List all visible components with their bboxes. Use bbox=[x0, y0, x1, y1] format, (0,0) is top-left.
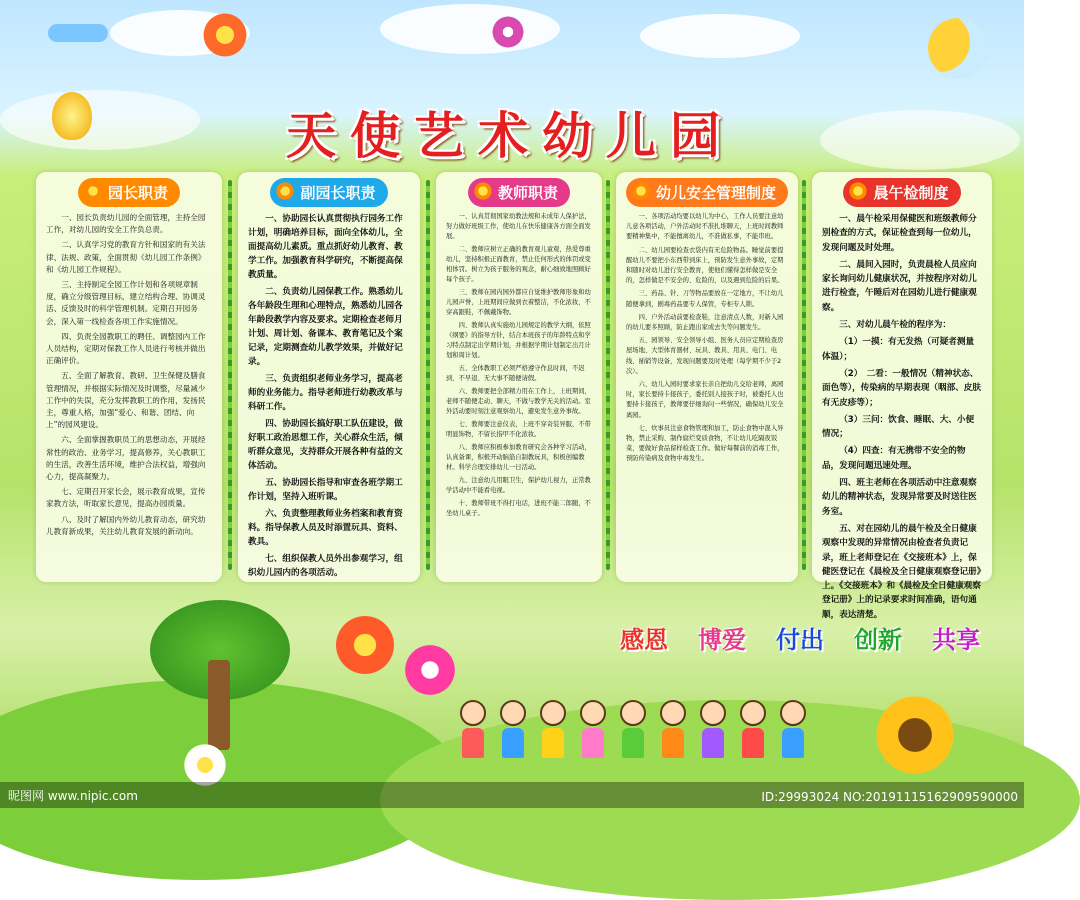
paragraph: （1）一摸：有无发热（可疑者测量体温）； bbox=[822, 337, 975, 362]
vine-divider bbox=[606, 180, 610, 570]
paragraph: 三、主持制定全园工作计划和各项规章制度，确立分级管理目标，建立结构合理、协调灵活、反馈及时的科学管理机制。定期召开园务会，深入第一线检查各项工作实施情况。 bbox=[46, 280, 206, 326]
paragraph: 二、幼儿园要检查衣袋内有无危险物品。睡觉前要提醒幼儿不要把小东西带到床上，预防发生意外事故，定期和随时对幼儿进行安全教育，使他们懂得怎样做是安全的，怎样做是不安全的、危险的，以及遇到危险的后果。 bbox=[626, 246, 784, 285]
paragraph: 三、教师在园内园外都应自觉维护教师形象和幼儿园声誉，上班期间应做到衣着整洁，不化浓妆，不穿高跟鞋，不佩戴饰物。 bbox=[446, 289, 591, 316]
child-figure bbox=[780, 700, 806, 760]
paragraph: 八、教师应积极参加教育研究会各种学习活动，认真备课，积极开动脑筋自制教玩具，积极创编教材。科学合理安排幼儿一日活动。 bbox=[446, 444, 591, 471]
panel-body bbox=[46, 212, 212, 576]
flower-icon bbox=[200, 10, 250, 60]
sunflower-icon bbox=[870, 690, 960, 780]
vine-divider bbox=[228, 180, 232, 570]
panel-body bbox=[822, 212, 982, 620]
paragraph: 二、教师应树立正确的教育观儿童观，热爱尊重幼儿，坚持积极正面教育，禁止任何形式的体罚或变相体罚。树立为孩子服务的观念，耐心细致地照顾好每个孩子。 bbox=[446, 246, 591, 283]
slogan-word: 感恩 bbox=[620, 625, 668, 654]
panel-heading bbox=[843, 178, 960, 207]
paragraph: 五、全面了解教育、教研、卫生保健及膳食管理情况，并根据实际情况及时调整，尽量减少工作中的失误，充分发挥教职工的作用，发扬民主，尊重人格，加强“爱心、和谐、团结、向上”的园风建设。 bbox=[46, 371, 206, 430]
paragraph: 七、定期召开家长会，展示教育成果，宣传家教方法，听取家长意见，提高办园质量。 bbox=[46, 487, 206, 509]
panel-heading-label: 副园长职责 bbox=[300, 184, 376, 202]
slogan-word: 共享 bbox=[932, 625, 980, 654]
paragraph: 三、药品、针、刀等物品要放在一定地方，不让幼儿随便拿到，剧毒药品要专人保管，专柜专人锁。 bbox=[626, 290, 784, 308]
cloud bbox=[380, 4, 560, 54]
panel-heading bbox=[270, 178, 387, 207]
paragraph: 三、对幼儿晨午检的程序为： bbox=[839, 320, 951, 331]
panel-heading bbox=[468, 178, 570, 207]
paragraph: 六、幼儿入园时要求家长亲自把幼儿交给老师，离园时，家长要持卡接孩子，委托别人接孩子时，被委托人也要持卡接孩子，教师要仔细询问一些情况，确保幼儿安全离园。 bbox=[626, 381, 784, 419]
paragraph: （4）四查：有无携带不安全的物品，发现问题迅速处理。 bbox=[822, 446, 966, 471]
panel-heading-label: 晨午检制度 bbox=[873, 184, 949, 202]
paragraph: 一、园长负责幼儿园的全面管理，主持全园工作，对幼儿园的安全工作负总责。 bbox=[46, 213, 206, 235]
paragraph: 五、对在园幼儿的晨午检及全日健康观察中发现的异常情况由检查者负责记录，班上老师登记在《交接班本》上，保健医登记在《晨检及全日健康观察登记册》上。《交接班本》和《晨检及全日健康观察登记册》上的记录要求时间准确，语句通顺，表达清楚。 bbox=[822, 523, 981, 620]
paragraph: 六、全面掌握教职员工的思想动态，开展经常性的政治、业务学习，提高修养，关心教职工的生活，改善生活环境，维护合法权益，增强向心力，提高凝聚力。 bbox=[46, 435, 206, 482]
panel-vice-principal-duties bbox=[238, 172, 420, 582]
hot-air-balloon-icon bbox=[52, 92, 92, 140]
paragraph: 四、班主老师在各项活动中注意观察幼儿的精神状态，发现异常要及时送往医务室。 bbox=[822, 478, 977, 517]
flower-icon bbox=[630, 180, 652, 202]
paragraph: 四、教师认真实施幼儿园规定的教学大纲，依照《纲要》的指导方针，结合本班孩子的年龄特点和学习特点制定出学期计划，并根据学期计划制定出月计划和周计划。 bbox=[446, 322, 591, 359]
flower-icon bbox=[472, 180, 494, 202]
paragraph: 四、负责全园教职工的聘任、调整园内工作人员结构，定期对保教工作人员进行考核并做出正确评价。 bbox=[46, 331, 206, 366]
panel-health-check-rules bbox=[812, 172, 992, 620]
flower-icon bbox=[490, 14, 526, 50]
paragraph: 三、负责组织老师业务学习，提高老师的业务能力。指导老师进行幼教改革与科研工作。 bbox=[248, 374, 403, 412]
flower-icon bbox=[274, 180, 296, 202]
paragraph: 一、晨午检采用保健医和班级教师分别检查的方式，保证检查到每一位幼儿，发现问题及时处理。 bbox=[822, 214, 977, 253]
paragraph: （2） 二看：一般情况（精神状态、面色等），传染病的早期表现（咽部、皮肤有无皮疹等）； bbox=[822, 368, 981, 408]
panel-heading-label: 教师职责 bbox=[497, 184, 558, 202]
paragraph: 四、协助园长搞好职工队伍建设，做好职工政治思想工作，关心群众生活，倾听群众意见，支持群众开展各种有益的文体活动。 bbox=[248, 419, 403, 471]
slogan-word: 博爱 bbox=[698, 625, 746, 654]
panel-heading-label: 园长职责 bbox=[107, 184, 168, 202]
paragraph: 五、协助园长指导和审查各班学期工作计划，坚持入班听课。 bbox=[248, 478, 403, 502]
child-figure bbox=[540, 700, 566, 760]
child-figure bbox=[620, 700, 646, 760]
moon-icon bbox=[928, 18, 988, 78]
panel-heading bbox=[626, 178, 788, 207]
paragraph: （3）三问：饮食、睡眠、大、小便情况； bbox=[822, 414, 975, 440]
paragraph: 一、认真贯彻国家幼教法规和未成年人保护法，努力做好班级工作，使幼儿在快乐健康各方面全面发展。 bbox=[446, 213, 591, 240]
paragraph: 六、教师要把全部精力用在工作上，上班期间，老师不随便走动、聊天，不做与教学无关的活动。室外活动要时刻注意观察幼儿，避免发生意外事故。 bbox=[446, 388, 591, 415]
paragraph: 一、各项活动均要以幼儿为中心，工作人员要注意幼儿意各项活动，户外活动时不准扎堆聊天，上班时间教师要精神集中，不能擅离幼儿，不准做私事，不能串班。 bbox=[626, 213, 784, 241]
vine-divider bbox=[802, 180, 806, 570]
flower-icon bbox=[330, 610, 400, 680]
page-title: 天使艺术幼儿园 bbox=[286, 106, 734, 165]
tree-trunk bbox=[208, 660, 230, 750]
paragraph: 五、全体教职工必须严格遵守作息时间，不迟到、不早退、无大事不随便请假。 bbox=[446, 365, 585, 382]
vine-divider bbox=[426, 180, 430, 570]
child-figure bbox=[660, 700, 686, 760]
panel-body bbox=[626, 212, 788, 576]
paragraph: 七、炊事员注意食物管理和加工，防止食物中混入异物，禁止采购、制作腐烂变质食物，不让幼儿吃隔夜饭菜，要做好食品留样检查工作。做好每餐前的消毒工作，预防传染病及食物中毒发生。 bbox=[626, 424, 784, 463]
paragraph: 五、园领导、安全领导小组、医务人员应定期检查房屋场地、大型体育器材、玩具、教具、用具、电门、电线、插销等设备，发现问题要及时处理（每学期不少于2次）。 bbox=[626, 337, 784, 375]
cloud bbox=[640, 14, 800, 58]
paragraph: 七、教师要注意仪表，上班不穿奇装异服，不带明显饰物，不留长指甲不化浓妆。 bbox=[446, 421, 591, 438]
cloud bbox=[820, 110, 1020, 170]
paragraph: 八、及时了解国内外幼儿教育动态，研究幼儿教育新成果，关注幼儿教育发展的新动向。 bbox=[46, 514, 206, 536]
panel-teacher-duties bbox=[436, 172, 602, 582]
child-figure bbox=[500, 700, 526, 760]
paragraph: 四、户外活动前要检查鞋，注意清点人数，对新入园的幼儿要多照顾，防止跑出家或去失等问题发生。 bbox=[626, 313, 784, 332]
slogan-word: 付出 bbox=[776, 625, 824, 654]
watermark-right: ID:29993024 NO:20191115162909590000 bbox=[761, 790, 1018, 804]
paragraph: 二、晨间入园时，负责晨检人员应向家长询问幼儿健康状况，并按程序对幼儿进行检查，午睡后对在园幼儿进行健康观察。 bbox=[822, 259, 977, 313]
child-figure bbox=[700, 700, 726, 760]
panel-safety-rules bbox=[616, 172, 798, 582]
paragraph: 一、协助园长认真贯彻执行园务工作计划，明确培养目标，面向全体幼儿，全面提高幼儿素质。重点抓好幼儿教育、教学工作。加强教育科学研究，不断提高保教质量。 bbox=[248, 214, 403, 280]
child-figure bbox=[580, 700, 606, 760]
airplane-icon bbox=[48, 24, 108, 42]
cloud bbox=[0, 90, 200, 150]
paragraph: 十、教师带班不得打电话，进班不能二郎腿，不坐幼儿桌子。 bbox=[446, 500, 591, 517]
flower-icon bbox=[82, 180, 104, 202]
paragraph: 七、组织保教人员外出参观学习，组织幼儿园内的各项活动。 bbox=[248, 554, 403, 578]
child-figure bbox=[740, 700, 766, 760]
paragraph: 二、负责幼儿园保教工作。熟悉幼儿各年龄段生理和心理特点，熟悉幼儿园各年龄段教学内容及要求。定期检查老师月计划、周计划、备课本、教育笔记及个案记录，定期测查幼儿教学效果，并做好记录。 bbox=[248, 287, 403, 367]
flower-icon bbox=[847, 180, 869, 202]
panel-body bbox=[248, 212, 410, 576]
paragraph: 二、认真学习党的教育方针和国家的有关法律、法规、政策，全面贯彻《幼儿园工作条例》和《幼儿园工作规程》。 bbox=[46, 240, 206, 274]
child-figure bbox=[460, 700, 486, 760]
watermark-left: 昵图网 www.nipic.com bbox=[8, 789, 138, 803]
panel-body bbox=[446, 212, 592, 576]
flower-icon bbox=[400, 640, 460, 700]
panel-heading bbox=[78, 178, 180, 207]
slogan-word: 创新 bbox=[854, 625, 902, 654]
paragraph: 九、注意幼儿用眼卫生，保护幼儿视力，正常教学活动中不能看电视。 bbox=[446, 477, 591, 494]
panel-heading-label: 幼儿安全管理制度 bbox=[655, 184, 776, 202]
panel-principal-duties bbox=[36, 172, 222, 582]
paragraph: 六、负责整理教师业务档案和教育资料。指导保教人员及时添置玩具、资料、教具。 bbox=[248, 509, 403, 547]
